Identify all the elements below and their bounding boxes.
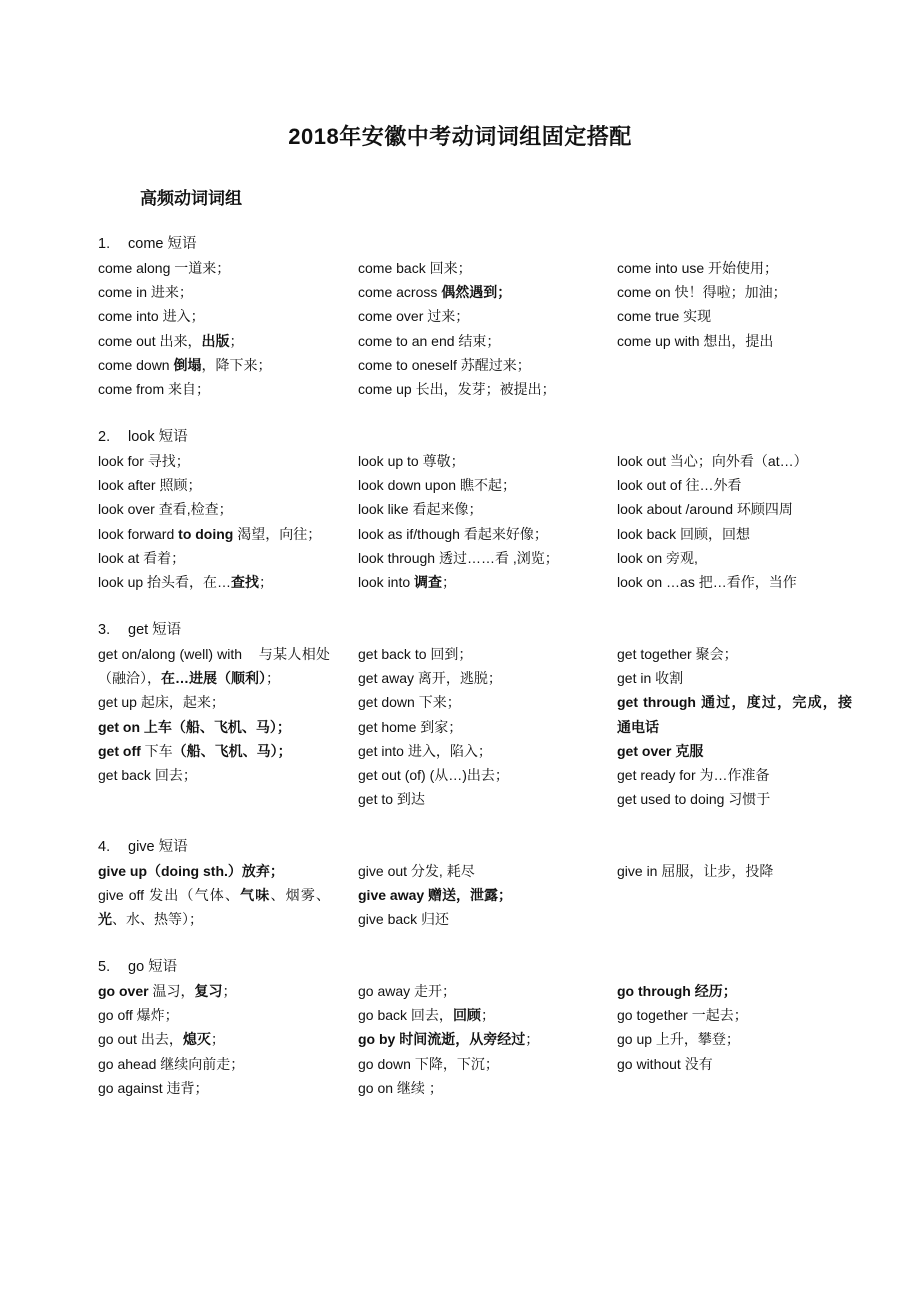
phrase-column-2 <box>358 256 598 401</box>
phrase-item: look like 看起来像； <box>358 501 483 518</box>
section-look <box>98 425 858 591</box>
phrase-column-3 <box>617 256 852 353</box>
phrase-item: look on 旁观, <box>617 549 698 566</box>
phrase-item: go away 走开； <box>358 983 457 999</box>
phrase-item: look for 寻找； <box>98 453 190 469</box>
section-heading-text: come 短语 <box>128 236 197 252</box>
phrase-item: look through 透过……看 ,浏览； <box>358 549 559 566</box>
phrase-item: look into 调查； <box>358 574 457 591</box>
phrase-column-1 <box>98 449 330 594</box>
phrase-item: get back to 回到； <box>358 646 473 662</box>
phrase-item: give up（doing sth.）放弃； <box>98 863 284 879</box>
phrase-item: go up 上升，攀登； <box>617 1031 740 1048</box>
phrase-item: look at 看着； <box>98 549 186 566</box>
phrase-item: get up 起床，起来； <box>98 694 225 711</box>
phrase-item: go on 继续 ； <box>358 1079 443 1096</box>
phrase-item: go against 违背； <box>98 1079 209 1096</box>
phrase-item: come up with 想出，提出 <box>617 332 774 349</box>
phrase-column-2 <box>358 449 598 594</box>
section-heading <box>98 618 858 642</box>
phrase-item: come across 偶然遇到； <box>358 284 512 301</box>
phrase-item: come along 一道来； <box>98 260 231 276</box>
phrase-column-3 <box>617 859 852 883</box>
phrase-item: look down upon 瞧不起； <box>358 477 516 494</box>
phrase-item: give in 屈服，让步，投降 <box>617 863 774 879</box>
phrase-item: look on …as 把…看作，当作 <box>617 574 797 591</box>
phrase-item: get ready for 为…作准备 <box>617 767 770 784</box>
phrase-item: come to oneself 苏醒过来； <box>358 356 531 373</box>
section-heading <box>98 232 858 256</box>
phrase-column-1 <box>98 642 330 787</box>
phrase-item: come into 进入； <box>98 308 205 325</box>
phrase-column-1 <box>98 859 330 932</box>
phrase-item: come from 来自； <box>98 381 211 398</box>
phrase-item: look forward to doing 渴望，向往； <box>98 525 322 542</box>
phrase-item: give out 分发, 耗尽 <box>358 863 475 879</box>
phrase-item: look as if/though 看起来好像； <box>358 525 548 542</box>
section-heading <box>98 425 858 449</box>
phrase-item: come over 过来； <box>358 308 470 325</box>
phrase-column-2 <box>358 859 598 932</box>
section-heading-text: go 短语 <box>128 959 178 975</box>
phrase-item: come true 实现 <box>617 308 712 325</box>
section-number: 4. <box>98 839 111 855</box>
phrase-item: get out (of) (从…)出去； <box>358 767 509 784</box>
phrase-item: look up 抬头看，在…查找； <box>98 574 274 591</box>
phrase-item: get down 下来； <box>358 694 461 711</box>
section-number: 3. <box>98 622 111 638</box>
phrase-item: get through 通过，度过，完成，接通电话 <box>617 694 852 735</box>
phrase-item: get over 克服 <box>617 742 704 759</box>
phrase-item: come out 出来，出版； <box>98 332 244 349</box>
phrase-item: get into 进入，陷入； <box>358 742 492 759</box>
page-title: 2018年安徽中考动词词组固定搭配 <box>288 124 632 149</box>
phrase-item: get on/along (well) with 与某人相处（融洽），在…进展（顺利）； <box>98 646 330 687</box>
section-heading <box>98 835 858 859</box>
phrase-item: go together 一起去； <box>617 1007 748 1024</box>
phrase-item: come back 回来； <box>358 260 472 276</box>
phrase-item: give off 发出（气体、气味、烟雾、光、水、热等）； <box>98 887 330 928</box>
section-come <box>98 232 858 398</box>
phrase-item: go off 爆炸； <box>98 1007 179 1024</box>
phrase-item: give back 归还 <box>358 911 450 928</box>
phrase-column-1 <box>98 256 330 401</box>
phrase-column-3 <box>617 642 852 811</box>
phrase-item: come down 倒塌，降下来； <box>98 356 272 373</box>
phrase-item: look about /around 环顾四周 <box>617 501 793 518</box>
phrase-item: go by 时间流逝，从旁经过； <box>358 1031 540 1048</box>
phrase-item: get used to doing 习惯于 <box>617 791 771 808</box>
phrase-item: come in 进来； <box>98 284 193 301</box>
phrase-column-2 <box>358 642 598 811</box>
phrase-item: go ahead 继续向前走； <box>98 1055 245 1072</box>
section-get <box>98 618 858 808</box>
section-heading <box>98 955 858 979</box>
phrase-item: come up 长出，发芽；被提出； <box>358 381 556 398</box>
section-heading-text: look 短语 <box>128 429 188 445</box>
phrase-column-3 <box>617 979 852 1076</box>
phrase-item: go through 经历； <box>617 983 737 999</box>
section-number: 5. <box>98 959 111 975</box>
phrase-item: go without 没有 <box>617 1055 713 1072</box>
phrase-item: look back 回顾，回想 <box>617 525 751 542</box>
phrase-item: come into use 开始使用； <box>617 260 779 276</box>
phrase-item: come on 快！得啦；加油； <box>617 284 787 301</box>
phrase-item: get home 到家； <box>358 718 463 735</box>
phrase-item: go down 下降，下沉； <box>358 1055 499 1072</box>
phrase-item: get to 到达 <box>358 791 425 808</box>
phrase-column-2 <box>358 979 598 1100</box>
phrase-item: get together 聚会； <box>617 646 738 662</box>
phrase-item: go over 温习，复习； <box>98 983 237 999</box>
section-heading-text: give 短语 <box>128 839 188 855</box>
section-give <box>98 835 858 928</box>
phrase-item: get away 离开，逃脱； <box>358 670 502 687</box>
phrase-item: go out 出去，熄灭； <box>98 1031 225 1048</box>
phrase-item: look over 查看,检查； <box>98 501 233 518</box>
section-heading-text: get 短语 <box>128 622 182 638</box>
phrase-column-1 <box>98 979 330 1100</box>
phrase-item: look out 当心；向外看（at…） <box>617 453 808 469</box>
phrase-item: look up to 尊敬； <box>358 453 465 469</box>
phrase-item: get off 下车（船、飞机、马）； <box>98 742 292 759</box>
phrase-item: go back 回去，回顾； <box>358 1007 495 1024</box>
phrase-item: get on 上车（船、飞机、马）； <box>98 718 291 735</box>
phrase-item: look after 照顾； <box>98 477 202 494</box>
section-subtitle: 高频动词词组 <box>140 189 242 208</box>
section-go <box>98 955 858 1096</box>
phrase-item: come to an end 结束； <box>358 332 501 349</box>
phrase-item: get in 收割 <box>617 670 684 687</box>
section-number: 1. <box>98 236 111 252</box>
phrase-item: get back 回去； <box>98 767 197 784</box>
section-number: 2. <box>98 429 111 445</box>
phrase-item: give away 赠送，泄露； <box>358 887 513 904</box>
phrase-item: look out of 往…外看 <box>617 477 742 494</box>
phrase-column-3 <box>617 449 852 594</box>
